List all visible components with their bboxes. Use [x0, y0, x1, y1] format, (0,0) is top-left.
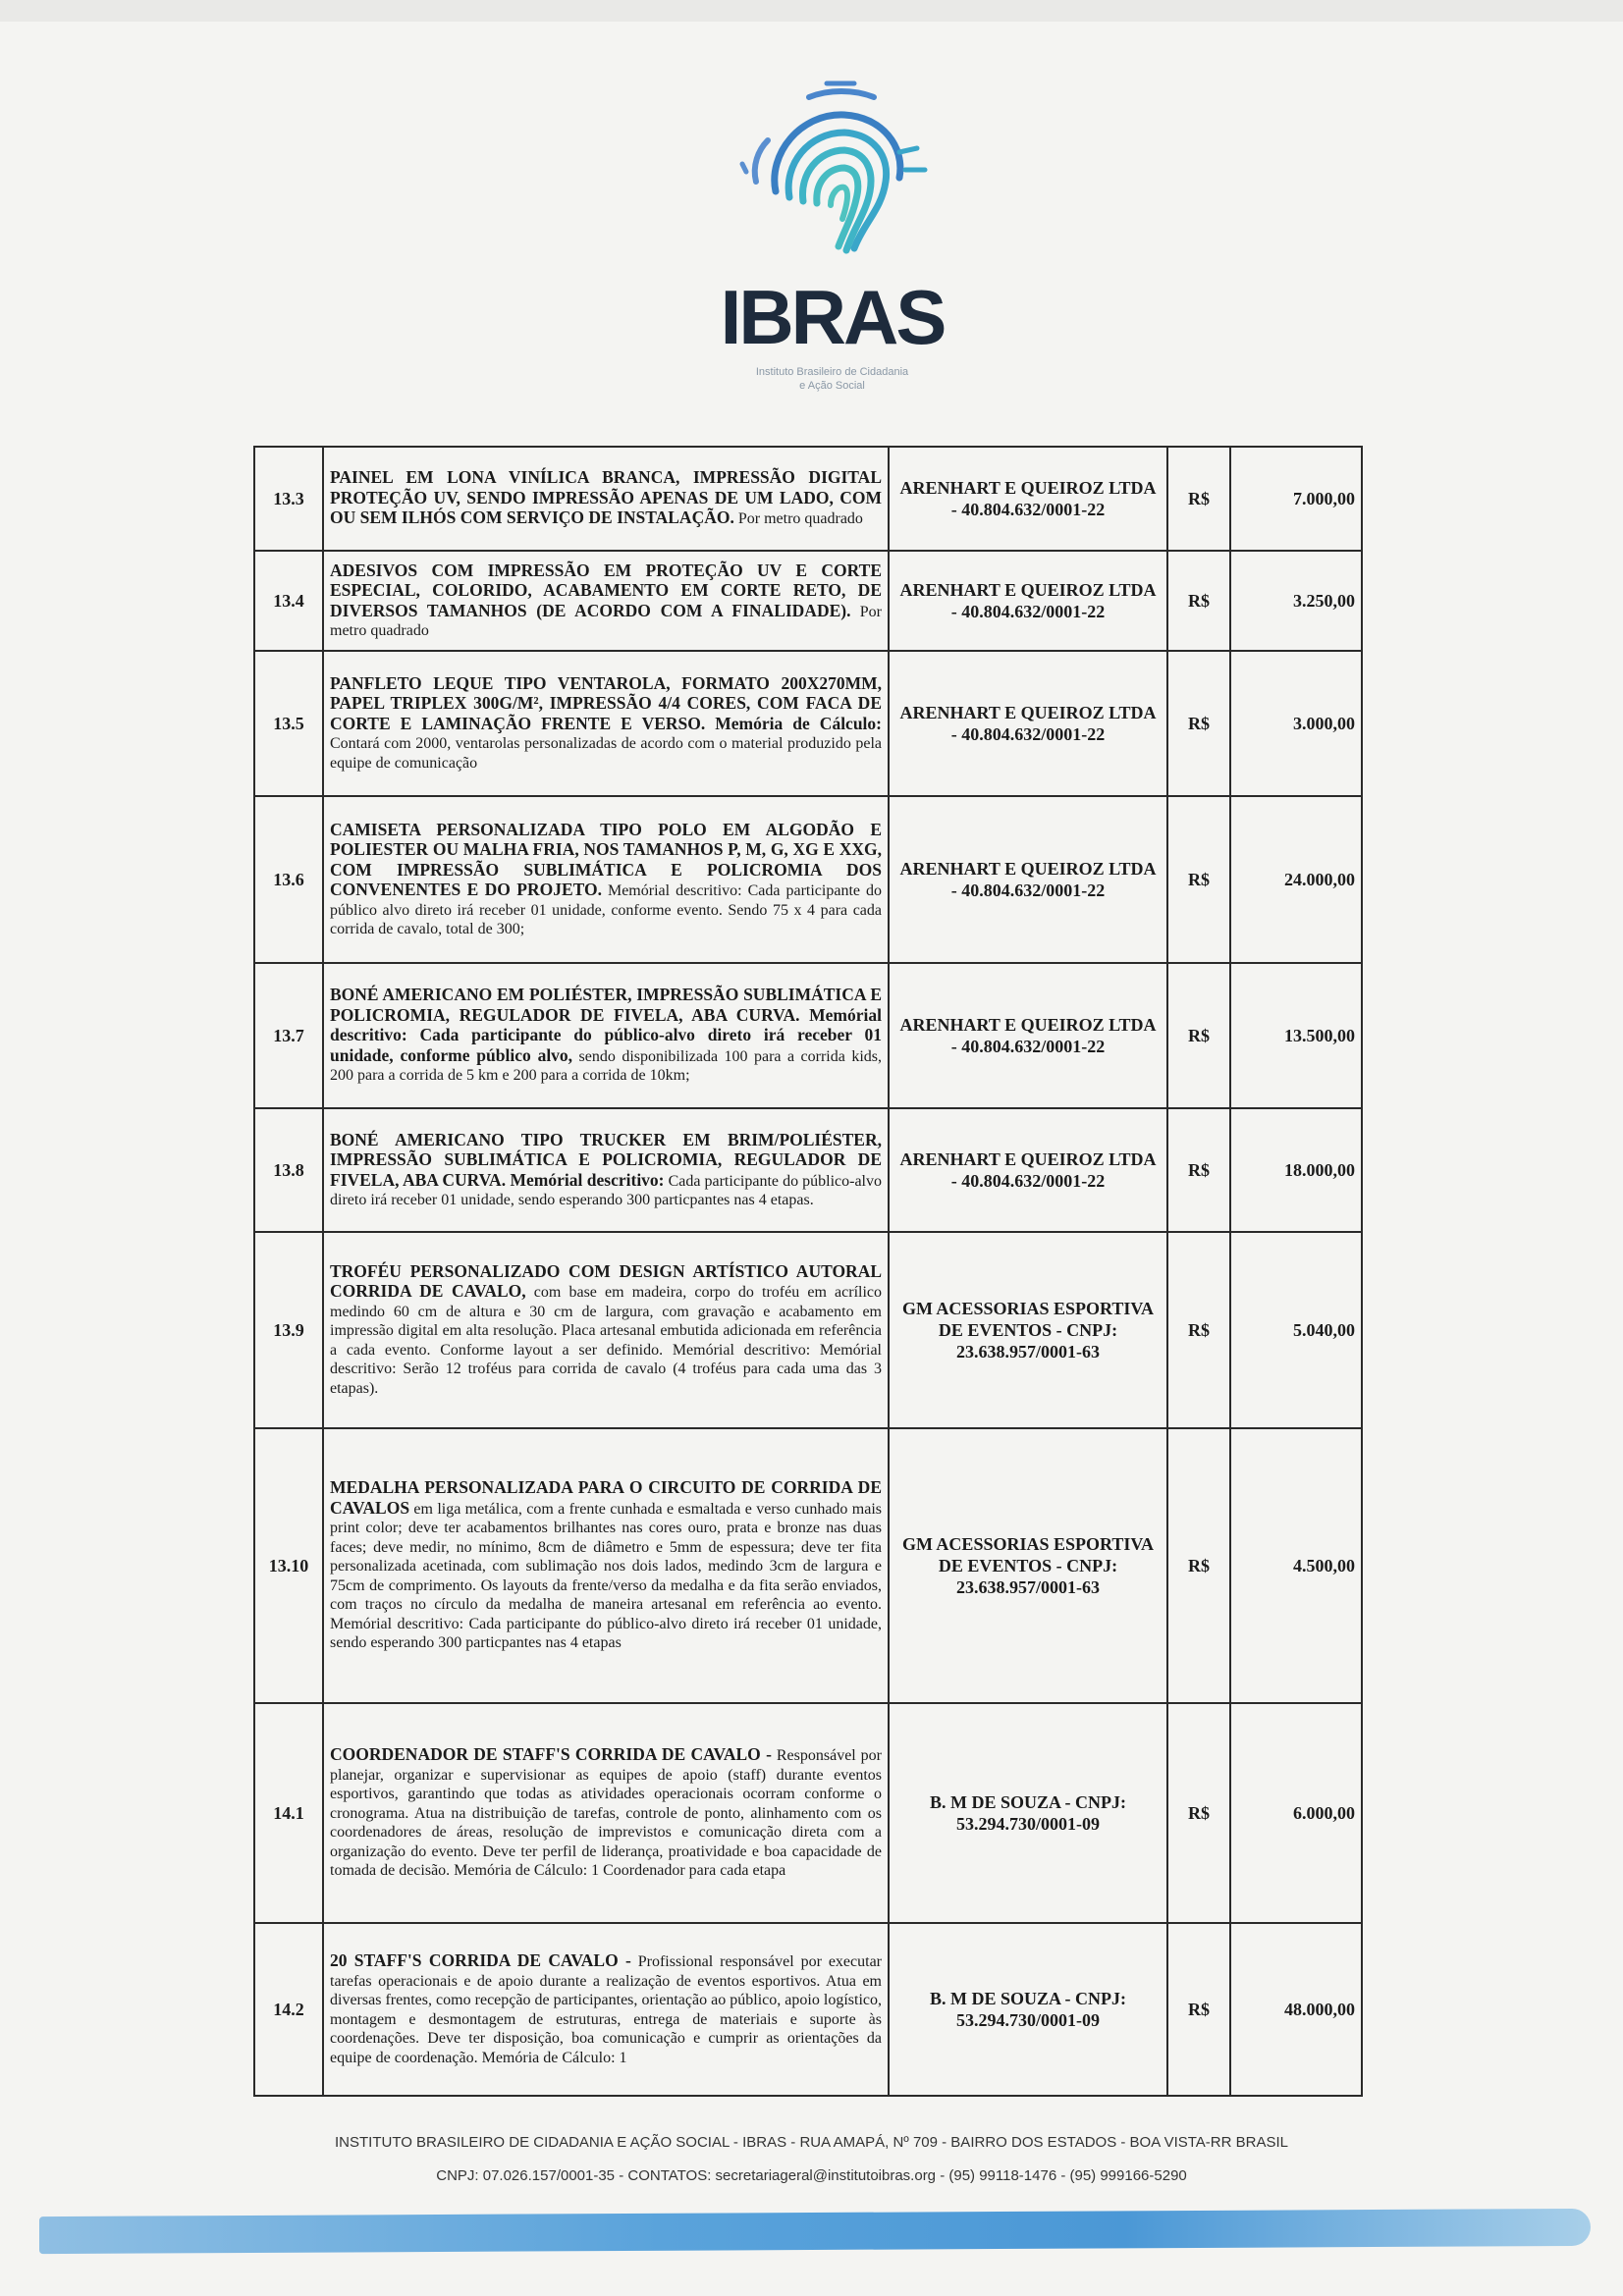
- table-row: [254, 1703, 1362, 1923]
- brand-tagline: [712, 365, 952, 393]
- table-row: [254, 1232, 1362, 1428]
- item-description: [323, 1232, 889, 1428]
- item-number: 13.6: [254, 796, 323, 963]
- item-supplier: B. M DE SOUZA - CNPJ: 53.294.730/0001-09: [889, 1703, 1167, 1923]
- item-description-detail: Por metro quadrado: [733, 510, 863, 528]
- item-supplier: GM ACESSORIAS ESPORTIVA DE EVENTOS - CNPJ: 23.638.957/0001-63: [889, 1232, 1167, 1428]
- item-description-detail: Por metro quadrado: [330, 603, 882, 639]
- item-value: 7.000,00: [1230, 447, 1362, 551]
- item-description-title: MEDALHA PERSONALIZADA PARA O CIRCUITO DE CORRIDA DE CAVALOS: [330, 1477, 882, 1518]
- item-value: 18.000,00: [1230, 1108, 1362, 1232]
- item-currency: R$: [1167, 1703, 1230, 1923]
- item-value: 48.000,00: [1230, 1923, 1362, 2096]
- item-value: 24.000,00: [1230, 796, 1362, 963]
- table-row: [254, 1428, 1362, 1703]
- item-description: [323, 1923, 889, 2096]
- item-description-detail: com base em madeira, corpo do troféu em acrílico medindo 60 cm de altura e 30 cm de largura, com gravação e acabamento em impressão digital em alta resolução. Placa artesanal embutida adicionada em referência a cada evento. Conforme layout a ser definido. Memórial descritivo: Memórial descritivo: Serão 12 troféus para corrida de cavalo (4 troféus para cada uma das 3 etapas).: [330, 1284, 883, 1397]
- item-value: 13.500,00: [1230, 963, 1362, 1108]
- item-currency: R$: [1167, 1232, 1230, 1428]
- item-currency: R$: [1167, 963, 1230, 1108]
- item-description-detail: Cada participante do público-alvo direto irá receber 01 unidade, sendo esperando 300 particpantes nas 4 etapas.: [330, 1172, 882, 1208]
- item-value: 6.000,00: [1230, 1703, 1362, 1923]
- item-description-title: PAINEL EM LONA VINÍLICA BRANCA, IMPRESSÃO DIGITAL PROTEÇÃO UV, SENDO IMPRESSÃO APENAS DE UM LADO, COM OU SEM ILHÓS COM SERVIÇO DE INSTALAÇÃO.: [330, 467, 882, 528]
- item-number: 13.5: [254, 651, 323, 796]
- item-currency: R$: [1167, 1923, 1230, 2096]
- item-description-title: BONÉ AMERICANO EM POLIÉSTER, IMPRESSÃO SUBLIMÁTICA E POLICROMIA, REGULADOR DE FIVELA, ABA CURVA. Memórial descritivo: Cada participante do público-alvo direto irá receber 01 unidade, conforme público alvo,: [330, 985, 882, 1065]
- item-supplier: ARENHART E QUEIROZ LTDA - 40.804.632/0001-22: [889, 963, 1167, 1108]
- item-supplier: ARENHART E QUEIROZ LTDA - 40.804.632/0001-22: [889, 796, 1167, 963]
- item-description-detail: Responsável por planejar, organizar e supervisionar as equipes de apoio (staff) durante eventos esportivos, garantindo que todas as atividades operacionais ocorram conforme o cronograma. Atua na distribuição de tarefas, controle de ponto, alinhamento com os coordenadores de áreas, resolução de imprevistos e comunicação direta com a organização do evento. Deve ter perfil de liderança, proatividade e boa capacidade de tomada de decisão. Memória de Cálculo: 1 Coordenador para cada etapa: [330, 1747, 882, 1880]
- document-page: [0, 22, 1623, 2296]
- table-row: [254, 1923, 1362, 2096]
- table-row: [254, 447, 1362, 551]
- item-supplier: B. M DE SOUZA - CNPJ: 53.294.730/0001-09: [889, 1923, 1167, 2096]
- item-currency: R$: [1167, 447, 1230, 551]
- item-number: 14.1: [254, 1703, 323, 1923]
- item-description-title: COORDENADOR DE STAFF'S CORRIDA DE CAVALO -: [330, 1744, 772, 1765]
- item-description-title: ADESIVOS COM IMPRESSÃO EM PROTEÇÃO UV E CORTE ESPECIAL, COLORIDO, ACABAMENTO EM CORTE RETO, DE DIVERSOS TAMANHOS (DE ACORDO COM A FINALIDADE).: [330, 560, 882, 620]
- table-row: [254, 963, 1362, 1108]
- item-description: [323, 1703, 889, 1923]
- footer-address: INSTITUTO BRASILEIRO DE CIDADANIA E AÇÃO SOCIAL - IBRAS - RUA AMAPÁ, Nº 709 - BAIRRO DOS ESTADOS - BOA VISTA-RR BRASIL: [335, 2134, 1288, 2151]
- footer-decor-bar: [39, 2209, 1591, 2254]
- fingerprint-map-icon: [707, 76, 952, 282]
- item-supplier: ARENHART E QUEIROZ LTDA - 40.804.632/0001-22: [889, 551, 1167, 651]
- item-description: [323, 447, 889, 551]
- table-row: [254, 651, 1362, 796]
- item-number: 13.9: [254, 1232, 323, 1428]
- brand-name: IBRAS: [720, 274, 945, 360]
- item-currency: R$: [1167, 651, 1230, 796]
- item-description-title: TROFÉU PERSONALIZADO COM DESIGN ARTÍSTICO AUTORAL CORRIDA DE CAVALO,: [330, 1260, 882, 1302]
- item-description-detail: Memórial descritivo: Cada participante do público alvo direto irá receber 01 unidade, conforme evento. Sendo 75 x 4 para cada corrida de cavalo, total de 300;: [330, 882, 882, 937]
- brand-tagline-line2: e Ação Social: [799, 380, 865, 392]
- item-description-detail: em liga metálica, com a frente cunhada e esmaltada e verso cunhado mais print color; deve ter acabamentos brilhantes nas cores ouro, prata e bronze nas duas faces; deve medir, no mínimo, 8cm de diâmetro e 5mm de espessura; deve ter fita personalizada acetinada, com sublimação nos dois lados, medindo 3cm de largura e 75cm de comprimento. Os layouts da frente/verso da medalha e da fita serão enviados, com traços no círculo da medalha de maneira artesanal em referência ao evento. Memórial descritivo: Cada participante do público-alvo direto irá receber 01 unidade, sendo esperando 300 particpantes nas 4 etapas: [330, 1500, 882, 1652]
- item-supplier: ARENHART E QUEIROZ LTDA - 40.804.632/0001-22: [889, 1108, 1167, 1232]
- item-number: 13.4: [254, 551, 323, 651]
- item-number: 13.7: [254, 963, 323, 1108]
- item-value: 5.040,00: [1230, 1232, 1362, 1428]
- item-description-title: CAMISETA PERSONALIZADA TIPO POLO EM ALGODÃO E POLIESTER OU MALHA FRIA, NOS TAMANHOS P, M, G, XG E XXG, COM IMPRESSÃO SUBLIMÁTICA E POLICROMIA DOS CONVENENTES E DO PROJETO.: [330, 819, 882, 899]
- item-number: 13.8: [254, 1108, 323, 1232]
- budget-table: [253, 446, 1363, 2097]
- table-row: [254, 796, 1362, 963]
- item-supplier: ARENHART E QUEIROZ LTDA - 40.804.632/0001-22: [889, 447, 1167, 551]
- item-number: 13.3: [254, 447, 323, 551]
- item-description-detail: Profissional responsável por executar tarefas operacionais e de apoio durante a realização de eventos esportivos. Atua em diversas frentes, como recepção de participantes, orientação ao público, apoio logístico, montagem e desmontagem de estruturas, entrega de materiais e suporte às coordenações. Deve ter disposição, boa comunicação e cumprir as orientações da equipe de coordenação. Memória de Cálculo: 1: [330, 1953, 883, 2066]
- item-currency: R$: [1167, 1108, 1230, 1232]
- item-description-title: BONÉ AMERICANO TIPO TRUCKER EM BRIM/POLIÉSTER, IMPRESSÃO SUBLIMÁTICA E POLICROMIA, REGULADOR DE FIVELA, ABA CURVA. Memórial descritivo:: [330, 1129, 882, 1190]
- item-description-detail: Contará com 2000, ventarolas personalizadas de acordo com o material produzido pela equipe de comunicação: [330, 735, 882, 772]
- item-supplier: ARENHART E QUEIROZ LTDA - 40.804.632/0001-22: [889, 651, 1167, 796]
- item-description: [323, 551, 889, 651]
- item-description: [323, 651, 889, 796]
- item-number: 13.10: [254, 1428, 323, 1703]
- item-description-title: 20 STAFF'S CORRIDA DE CAVALO -: [330, 1950, 631, 1970]
- brand-tagline-line1: Instituto Brasileiro de Cidadania: [755, 366, 909, 378]
- item-value: 3.250,00: [1230, 551, 1362, 651]
- table-row: [254, 551, 1362, 651]
- item-number: 14.2: [254, 1923, 323, 2096]
- item-supplier: GM ACESSORIAS ESPORTIVA DE EVENTOS - CNPJ: 23.638.957/0001-63: [889, 1428, 1167, 1703]
- table-row: [254, 1108, 1362, 1232]
- ibras-logo: [707, 76, 952, 414]
- item-description: [323, 1428, 889, 1703]
- item-description: [323, 796, 889, 963]
- footer-contacts: CNPJ: 07.026.157/0001-35 - CONTATOS: secretariageral@institutoibras.org - (95) 99118-1476 - (95) 999166-5290: [436, 2167, 1187, 2184]
- item-description: [323, 963, 889, 1108]
- item-currency: R$: [1167, 551, 1230, 651]
- item-description: [323, 1108, 889, 1232]
- item-value: 3.000,00: [1230, 651, 1362, 796]
- item-currency: R$: [1167, 1428, 1230, 1703]
- item-currency: R$: [1167, 796, 1230, 963]
- item-description-detail: sendo disponibilizada 100 para a corrida kids, 200 para a corrida de 5 km e 200 para a corrida de 10km;: [330, 1047, 882, 1085]
- item-value: 4.500,00: [1230, 1428, 1362, 1703]
- item-description-title: PANFLETO LEQUE TIPO VENTAROLA, FORMATO 200X270MM, PAPEL TRIPLEX 300G/M², IMPRESSÃO 4/4 CORES, COM FACA DE CORTE E LAMINAÇÃO FRENTE E VERSO. Memória de Cálculo:: [330, 672, 882, 733]
